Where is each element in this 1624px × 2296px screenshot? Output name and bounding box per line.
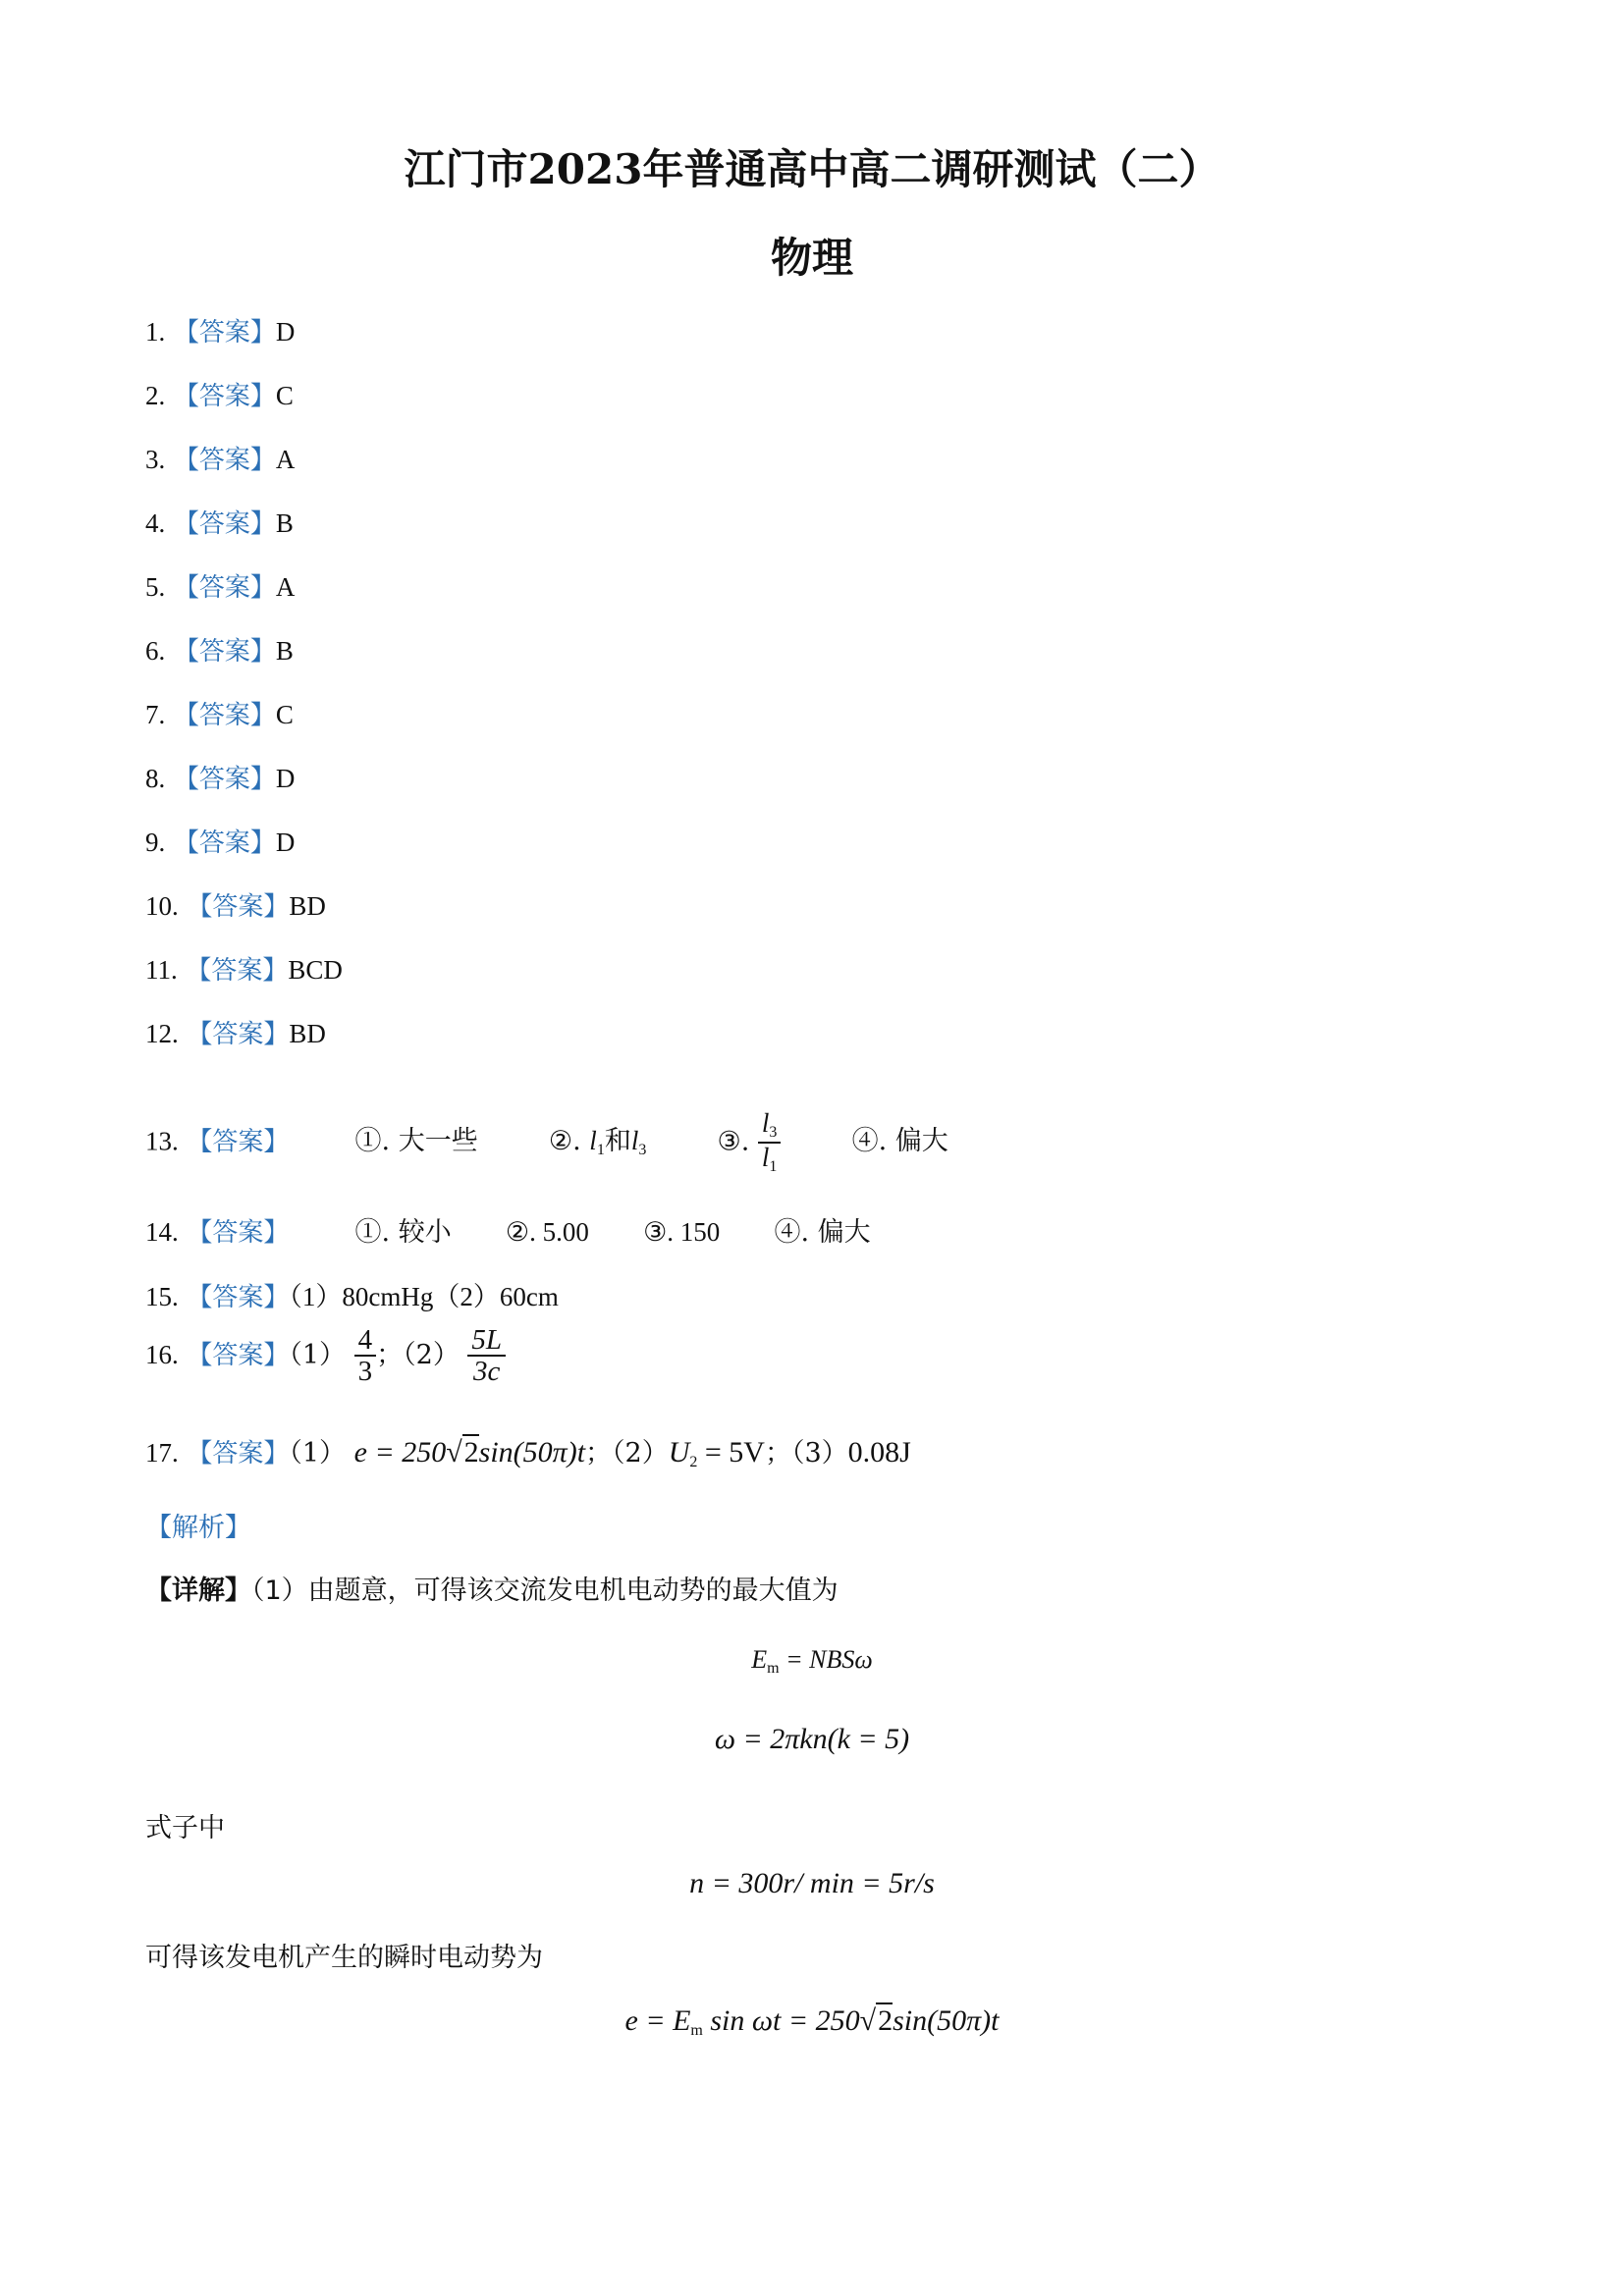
q13-part-3-prefix: ③. (717, 1126, 750, 1157)
answer-15 (145, 1275, 559, 1313)
answer-tag: 【答案】 (187, 892, 290, 922)
answer-value: B (275, 508, 294, 538)
question-number: 4. (145, 508, 166, 538)
answer-row (145, 376, 294, 412)
q17-label-1: （1） (289, 1438, 347, 1468)
answer-value: D (275, 317, 296, 347)
q17-voltage: $U_2 = 5V$ (668, 1436, 765, 1470)
q13-l1: $l_1$ (589, 1126, 605, 1159)
question-number: 13. (145, 1126, 179, 1156)
question-number: 15. (145, 1282, 179, 1311)
question-number: 2. (145, 381, 166, 410)
q14-part-3: ③. 150 (643, 1217, 721, 1247)
answer-value: A (275, 572, 296, 602)
answer-tag: 【答案】 (187, 1020, 290, 1049)
answer-row (145, 823, 295, 859)
answer-value: BD (289, 1019, 326, 1048)
answer-16 (145, 1325, 506, 1387)
question-number: 17. (145, 1438, 179, 1468)
formula-label: 式子中 (145, 1813, 225, 1843)
answer-row (145, 759, 295, 795)
q14-part-4: ④. 偏大 (774, 1217, 871, 1248)
answer-14 (145, 1210, 871, 1249)
answer-tag: 【答案】 (187, 1218, 290, 1248)
answer-value: D (275, 828, 296, 857)
answer-value: C (275, 700, 294, 729)
answer-row (145, 695, 294, 731)
answer-tag: 【答案】 (173, 318, 276, 347)
answer-tag: 【答案】 (173, 765, 276, 794)
question-number: 16. (145, 1339, 179, 1369)
q13-and: 和 (604, 1126, 631, 1157)
q15-answer: （1）80cmHg（2）60cm (289, 1282, 559, 1311)
equation-instant-emf: $e = E_m$ sin ωt = 250√2sin(50π)t (624, 2004, 1000, 2039)
answer-tag: 【答案】 (187, 1127, 290, 1157)
q17-energy: 0.08J (847, 1436, 911, 1468)
answer-row (145, 631, 294, 667)
answer-17 (145, 1431, 911, 1471)
answer-row (145, 1014, 326, 1050)
question-number: 5. (145, 572, 166, 602)
answer-value: A (275, 445, 296, 474)
q13-l3: $l_3$ (630, 1126, 647, 1159)
q13-part-1: ①. 大一些 (354, 1126, 478, 1157)
answer-tag: 【答案】 (173, 828, 276, 858)
answer-value: C (275, 381, 294, 410)
answer-row (145, 567, 295, 604)
document-title: 江门市2023年普通高中高二调研测试（二） (404, 145, 1220, 193)
answer-tag: 【答案】 (186, 956, 289, 986)
answer-row (145, 950, 343, 987)
answer-tag: 【答案】 (173, 509, 276, 539)
question-number: 14. (145, 1217, 179, 1247)
q13-part-2 (549, 1119, 646, 1159)
answer-tag: 【答案】 (173, 382, 276, 411)
q16-fraction-1: $\frac{4}{3}$ (354, 1325, 377, 1387)
answer-tag: 【答案】 (187, 1439, 290, 1468)
equation-em: $E_m = NBS\omega$ (751, 1645, 873, 1677)
subject-title: 物理 (770, 234, 853, 282)
answer-tag: 【答案】 (173, 573, 276, 603)
question-number: 6. (145, 636, 166, 666)
answer-value: B (275, 636, 294, 666)
question-number: 11. (145, 955, 178, 985)
answer-tag: 【答案】 (173, 701, 276, 730)
question-number: 12. (145, 1019, 179, 1048)
question-number: 8. (145, 764, 166, 793)
q14-part-1: ①. 较小 (354, 1217, 452, 1248)
answer-tag: 【答案】 (173, 637, 276, 667)
answer-row (145, 504, 294, 540)
q16-fraction-2: $\frac{5L}{3c}$ (467, 1325, 506, 1387)
equation-n: n = 300r/ min = 5r/s (689, 1867, 935, 1899)
equation-omega: ω = 2πkn(k = 5) (714, 1723, 910, 1755)
answer-value: D (275, 764, 296, 793)
q13-part-3 (718, 1109, 782, 1176)
detail-intro (145, 1569, 839, 1607)
q13-fraction: $\frac{l_3}{l_1}$ (758, 1109, 782, 1176)
answer-row (145, 440, 295, 476)
instant-label: 可得该发电机产生的瞬时电动势为 (145, 1943, 543, 1973)
detail-intro-text: （1）由题意，可得该交流发电机电动势的最大值为 (251, 1575, 839, 1606)
q17-label-2: ；（2） (585, 1438, 669, 1468)
answer-13 (145, 1109, 948, 1176)
answer-tag: 【答案】 (187, 1340, 290, 1370)
question-number: 7. (145, 700, 166, 729)
q14-part-2: ②. 5.00 (505, 1217, 589, 1247)
analysis-tag: 【解析】 (145, 1513, 251, 1543)
question-number: 10. (145, 891, 179, 921)
question-number: 3. (145, 445, 166, 474)
q16-label-1: （1） (289, 1339, 347, 1370)
answer-value: BD (289, 891, 326, 921)
q16-label-2: ；（2） (376, 1339, 460, 1370)
answer-tag: 【答案】 (173, 446, 276, 475)
answer-row (145, 886, 326, 923)
answer-value: BCD (288, 955, 343, 985)
answer-tag: 【答案】 (187, 1283, 290, 1312)
q17-label-3: ；（3） (764, 1438, 848, 1468)
question-number: 1. (145, 317, 166, 347)
question-number: 9. (145, 828, 166, 857)
q13-part-2-prefix: ②. (548, 1126, 581, 1157)
detail-tag: 【详解】 (145, 1575, 251, 1606)
q17-emf-equation: e = 250√2sin(50π)t (353, 1436, 586, 1468)
answer-row (145, 312, 295, 348)
q13-part-4: ④. 偏大 (851, 1126, 948, 1157)
